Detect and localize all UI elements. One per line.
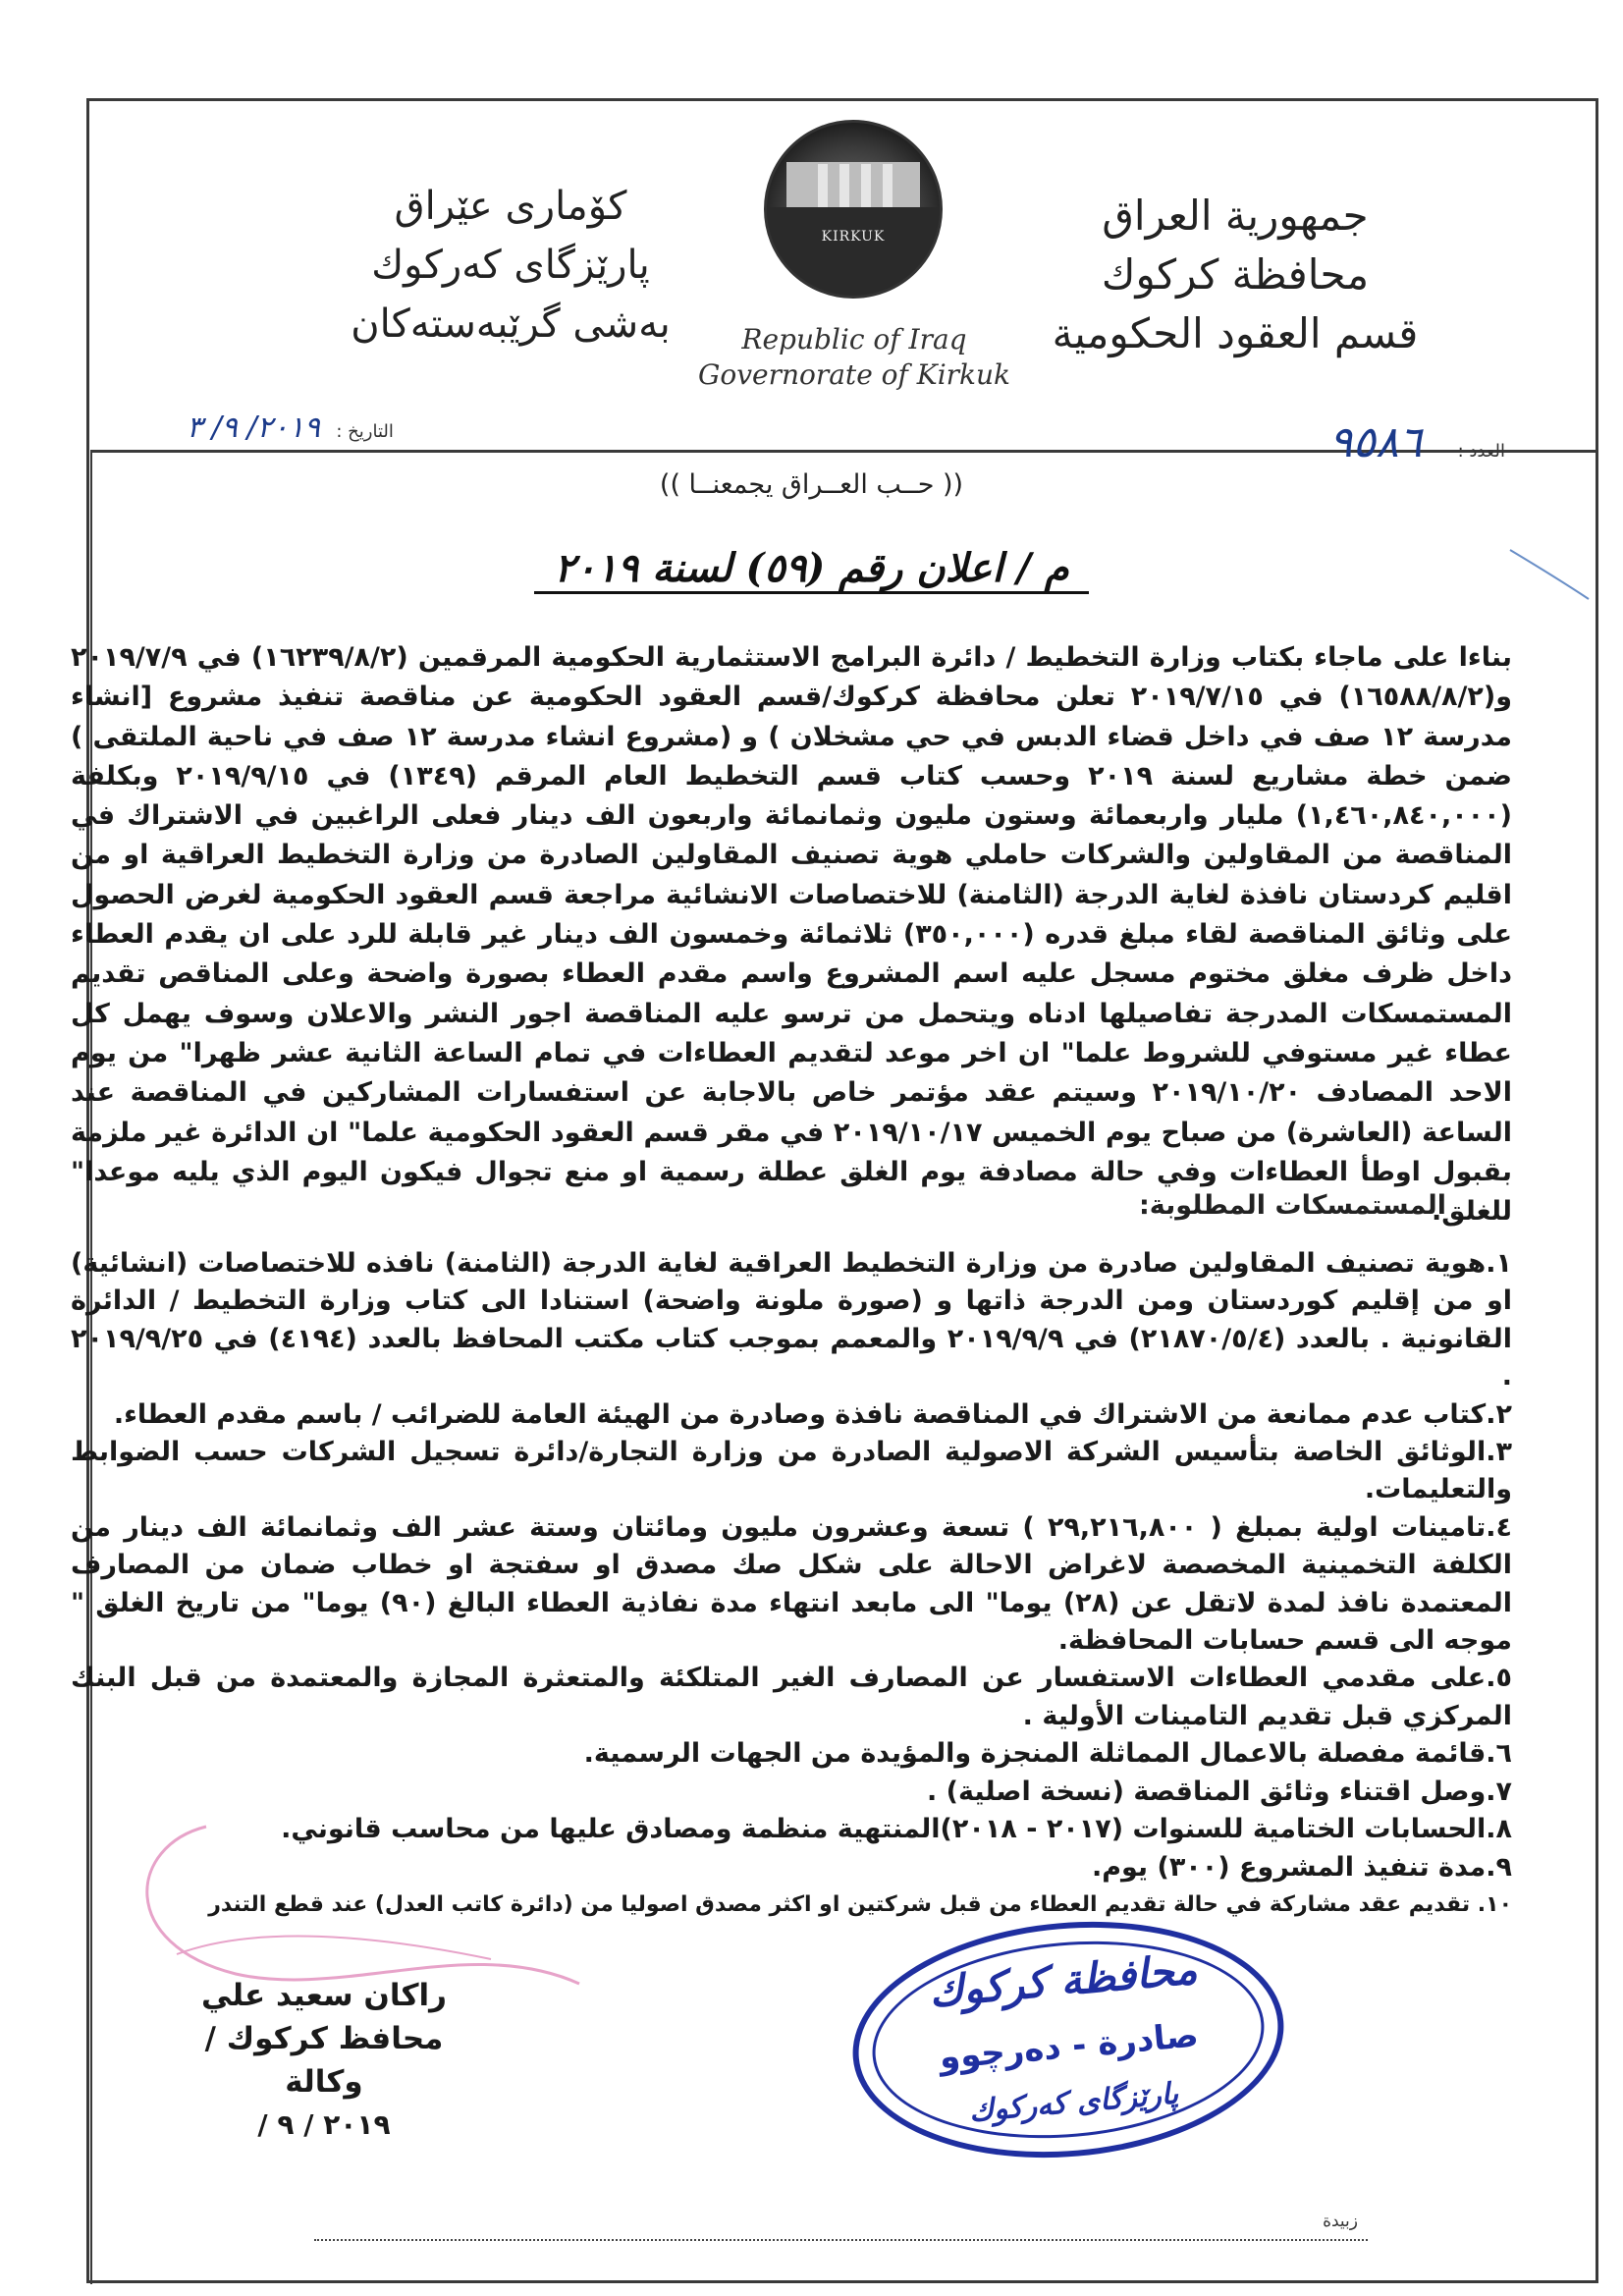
blue-pen-mark (1505, 545, 1594, 604)
letterhead-line: كۆماری عێراق (394, 184, 627, 229)
letterhead-line: Republic of Iraq (741, 323, 967, 355)
number-value: ٩٥٨٦ (1328, 417, 1423, 467)
date-label: التاريخ : (336, 421, 394, 442)
kirkuk-seal-logo (764, 120, 943, 299)
stamp-line: محافظة كركوك (927, 1944, 1200, 2017)
stamp-line: صادرة - دەرچوو (938, 2015, 1201, 2078)
letterhead-line: Governorate of Kirkuk (697, 358, 1011, 391)
stamp-line: پارێزگای كەركوك (967, 2076, 1180, 2129)
requirement-item: ٢.كتاب عدم ممانعة من الاشتراك في المناقصة نافذة وصادرة من الهيئة العامة للضرائب / باسم مقدم العطاء. (113, 1398, 1512, 1430)
date-value: ٢٠١٩/ ٩/ ٣ (187, 410, 321, 445)
number-label: العدد : (1457, 441, 1505, 462)
requirement-item: ٦.قائمة مفصلة بالاعمال المماثلة المنجزة والمؤيدة من الجهات الرسمية. (583, 1738, 1512, 1770)
dotted-line (314, 2221, 1368, 2241)
requirements-heading: المستمسكات المطلوبة: (1139, 1190, 1446, 1221)
requirement-item: ٧.وصل اقتناء وثائق المناقصة (نسخة اصلية) . (926, 1776, 1512, 1807)
kurdish-letterhead (295, 177, 727, 354)
footer-label: زبيدة (1323, 2212, 1358, 2231)
letterhead-line: قسم العقود الحكومية (1052, 309, 1419, 357)
requirement-item: ٤.تامينات اولية بمبلغ ( ٢٩,٢١٦,٨٠٠ ) تسعة وعشرون مليون ومائتان وستة عشر الف وثمانمائة الف دينار من الكلفة التخمينية المخصصة لاغراض الاحالة على شكل صك مصدق او سفتجة او خطاب ضمان من المصارف المعتمدة نافذ لمدة لاتقل عن (٢٨) يوما" الى مابعد انتهاء مدة نفاذية العطاء البالغ (٩٠) يوما" من تاريخ الغلق " موجه الى قسم حسابات المحافظة. (71, 1511, 1512, 1657)
title-text: م / اعلان رقم (٥٩) لسنة ٢٠١٩ (534, 545, 1088, 594)
letterhead-line: پارێزگای كەركوك (371, 243, 650, 288)
signatory-title: محافظ كركوك / وكالة (204, 2021, 444, 2100)
requirement-item: ٩.مدة تنفيذ المشروع (٣٠٠) يوم. (1091, 1851, 1512, 1883)
seal-text: KIRKUK (821, 229, 886, 245)
requirement-item: ٥.على مقدمي العطاءات الاستفسار عن المصارف الغير المتلكئة والمتعثرة المجازة والمعتمدة من قبل البنك المركزي قبل تقديم التامينات الأولية . (71, 1663, 1512, 1731)
signature-block (182, 1974, 466, 2147)
signature-date: ٢٠١٩ / ٩ / (257, 2108, 391, 2141)
letterhead-line: بەشی گرێبەستەكان (351, 301, 671, 347)
arabic-letterhead (1029, 187, 1441, 363)
announcement-title (0, 545, 1623, 591)
requirement-item: ١٠. تقديم عقد مشاركة في حالة تقديم العطاء من قبل شركتين او اكثر مصدق اصوليا من (دائرة كاتب العدل) عند قطع التندر (208, 1891, 1512, 1917)
signatory-name: راكان سعيد علي (201, 1978, 447, 2013)
number-field (1329, 417, 1505, 467)
date-field (187, 410, 394, 445)
motto: (( حــب العــراق يجمعنــا )) (659, 469, 964, 500)
requirement-item: ٣.الوثائق الخاصة بتأسيس الشركة الاصولية الصادرة من وزارة التجارة/دائرة تسجيل الشركات حسب الضوابط والتعليمات. (71, 1437, 1512, 1505)
letterhead-line: جمهورية العراق (1102, 191, 1369, 240)
letterhead-line: محافظة كركوك (1101, 250, 1370, 299)
requirement-item: ٨.الحسابات الختامية للسنوات (٢٠١٧ - ٢٠١٨)المنتهية منظمة ومصادق عليها من محاسب قانوني. (281, 1814, 1512, 1845)
requirement-item: ١.هوية تصنيف المقاولين صادرة من وزارة التخطيط العراقية لغاية الدرجة (الثامنة) نافذه للاختصاصات (انشائية) او من إقليم كوردستان ومن الدرجة ذاتها و (صورة ملونة واضحة) استنادا الى كتاب وزارة التخطيط / الدائرة القانونية . بالعدد (٢١٨٧٠/٥/٤) في ٢٠١٩/٩/٩ والمعمم بموجب كتاب مكتب المحافظ بالعدد (٤١٩٤) في ٢٠١٩/٩/٢٥ . (71, 1248, 1513, 1393)
announcement-body: بناءا على ماجاء بكتاب وزارة التخطيط / دائرة البرامج الاستثمارية الحكومية المرقمين (١٦٢٣٩/٨/٢) في ٢٠١٩/٧/٩ و(١٦٥٨٨/٨/٢) في ٢٠١٩/٧/١٥ تعلن محافظة كركوك/قسم العقود الحكومية عن مناقصة تنفيذ مشروع [انشاء مدرسة ١٢ صف في داخل قضاء الدبس في حي مشخلان ) و (مشروع انشاء مدرسة ١٢ صف في ناحية الملتقى ) ضمن خطة مشاريع لسنة ٢٠١٩ وحسب كتاب قسم التخطيط العام المرقم (١٣٤٩) في ٢٠١٩/٩/١٥ وبكلفة (١,٤٦٠,٨٤٠,٠٠٠) مليار واربعمائة وستون مليون وثمانمائة واربعون الف دينار فعلى الراغبين في الاشتراك في المناقصة من المقاولين والشركات حاملي هوية تصنيف المقاولين الصادرة من وزارة التخطيط العراقية او من اقليم كردستان نافذة لغاية الدرجة (الثامنة) للاختصاصات الانشائية مراجعة قسم العقود الحكومية لغرض الحصول على وثائق المناقصة لقاء مبلغ قدره (٣٥٠,٠٠٠) ثلاثمائة وخمسون الف دينار غير قابلة للرد على ان يقدم العطاء داخل ظرف مغلق مختوم مسجل عليه اسم المشروع واسم مقدم العطاء بصورة واضحة وعلى المناقص تقديم المستمسكات المدرجة تفاصيلها ادناه ويتحمل من ترسو عليه المناقصة اجور النشر والاعلان وسوف يهمل كل عطاء غير مستوفي للشروط علما" ان اخر موعد لتقديم العطاءات في تمام الساعة الثانية عشر ظهرا" من يوم الاحد المصادف ٢٠١٩/١٠/٢٠ وسيتم عقد مؤتمر خاص بالاجابة عن استفسارات المشاركين في المناقصة عند الساعة (العاشرة) من صباح يوم الخميس ٢٠١٩/١٠/١٧ في مقر قسم العقود الحكومية علما" ان الدائرة غير ملزمة بقبول اوطأ العطاءات وفي حالة مصادفة يوم الغلق عطلة رسمية او منع تجوال فيكون اليوم الذي يليه موعدا" للغلق. (71, 642, 1513, 1228)
english-letterhead (677, 322, 1031, 393)
